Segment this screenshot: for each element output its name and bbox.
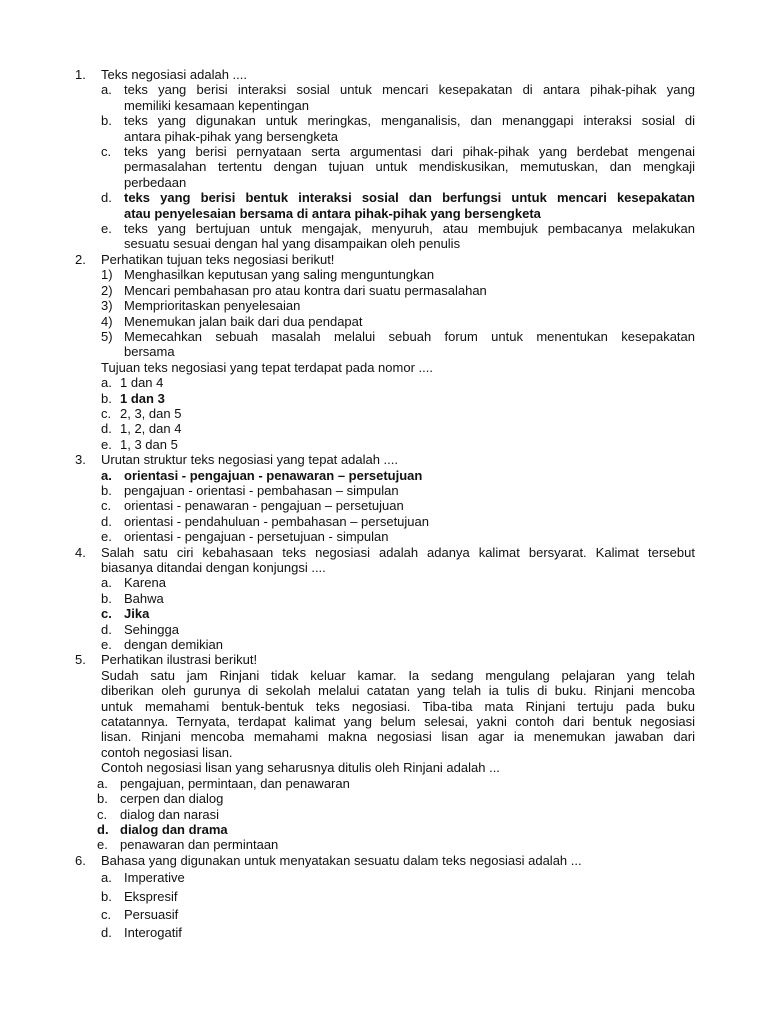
question-2	[75, 252, 695, 452]
option-label: a.	[101, 870, 112, 886]
option-b	[75, 591, 695, 606]
option-b	[75, 391, 695, 406]
question-number: 1.	[75, 67, 86, 82]
question-number: 6.	[75, 852, 86, 868]
option-text: Bahwa	[124, 590, 164, 606]
option-label: a.	[97, 775, 108, 791]
option-d	[75, 925, 695, 940]
option-c	[75, 606, 695, 621]
question-5	[75, 652, 695, 852]
option-a	[75, 870, 695, 885]
option-text: orientasi - pendahuluan - pembahasan – persetujuan	[124, 513, 429, 529]
question-number: 2.	[75, 251, 86, 267]
list-item: 1) Menghasilkan keputusan yang saling menguntungkan	[101, 267, 435, 283]
list-item: 5) Memecahkan sebuah masalah melalui sebuah forum untuk menentukan kesepakatan bersama	[101, 328, 695, 360]
option-text: teks yang berisi bentuk interaksi sosial dan berfungsi untuk mencari kesepakatan	[124, 190, 695, 206]
option-label: c.	[101, 144, 112, 160]
option-a	[75, 776, 695, 791]
option-text: Sehingga	[124, 621, 179, 637]
question-stem: 5. Perhatikan ilustrasi berikut!	[75, 652, 258, 668]
option-label: c.	[101, 405, 112, 421]
question-stem: biasanya ditandai dengan konjungsi ....	[101, 560, 326, 575]
question-1	[75, 67, 695, 252]
option-d	[75, 622, 695, 637]
option-text: Ekspresif	[124, 888, 178, 904]
option-c	[75, 498, 695, 513]
option-label: b.	[101, 113, 112, 129]
option-label: c.	[101, 906, 112, 922]
question-stem: 6. Bahasa yang digunakan untuk menyatakan sesuatu dalam teks negosiasi adalah ...	[75, 852, 582, 868]
option-text: atau penyelesaian bersama di antara pihak-pihak yang bersengketa	[124, 205, 541, 221]
option-label: b.	[101, 590, 112, 606]
option-label: d.	[97, 821, 109, 837]
option-a	[75, 575, 695, 590]
option-text: penawaran dan permintaan	[120, 837, 279, 853]
option-label: d.	[101, 513, 112, 529]
option-text: 1 dan 4	[120, 375, 164, 391]
question-4	[75, 545, 695, 653]
option-text: sesuatu sesuai dengan hal yang disampaikan oleh penulis	[124, 236, 461, 252]
option-a	[75, 82, 695, 113]
list-item: 4) Menemukan jalan baik dari dua pendapat	[101, 313, 363, 329]
option-d	[75, 421, 695, 436]
option-text: antara pihak-pihak yang bersengketa	[124, 128, 338, 144]
option-text: permasalahan tertentu dengan tujuan untuk mendiskusikan, memutuskan, dan mengkaji	[124, 159, 695, 175]
question-number: 5.	[75, 652, 86, 668]
option-text: 1, 2, dan 4	[120, 421, 182, 437]
question-6	[75, 853, 695, 941]
option-d	[75, 190, 695, 221]
option-label: d.	[101, 190, 112, 206]
question-prompt: Contoh negosiasi lisan yang seharusnya ditulis oleh Rinjani adalah ...	[101, 760, 500, 776]
option-label: c.	[97, 806, 108, 822]
question-stem: 3. Urutan struktur teks negosiasi yang tepat adalah ....	[75, 452, 399, 468]
option-e	[75, 437, 695, 452]
option-text: teks yang bertujuan untuk mengajak, menyuruh, atau membujuk pembacanya melakukan	[124, 221, 695, 237]
option-c	[75, 807, 695, 822]
option-b	[75, 483, 695, 498]
option-b	[75, 113, 695, 144]
option-text: dialog dan narasi	[120, 806, 220, 822]
option-label: b.	[101, 888, 112, 904]
option-text: memiliki kesamaan kepentingan	[124, 97, 309, 113]
option-label: a.	[101, 375, 112, 391]
option-label: d.	[101, 621, 112, 637]
option-e	[75, 837, 695, 852]
option-text: Karena	[124, 575, 166, 591]
option-text: teks yang berisi pernyataan serta argumentasi dari pihak-pihak yang berdebat mengenai	[124, 144, 695, 160]
option-c	[75, 406, 695, 421]
option-text: 1, 3 dan 5	[120, 436, 178, 452]
option-label: a.	[101, 82, 112, 98]
option-text: pengajuan - orientasi - pembahasan – simpulan	[124, 482, 399, 498]
option-d	[75, 822, 695, 837]
option-text: teks yang digunakan untuk meringkas, menganalisis, dan menanggapi interaksi sosial di	[124, 113, 695, 129]
option-text: pengajuan, permintaan, dan penawaran	[120, 775, 350, 791]
option-label: e.	[101, 436, 112, 452]
option-a	[75, 375, 695, 390]
option-text: Persuasif	[124, 906, 179, 922]
option-label: a.	[101, 467, 112, 483]
question-number: 4.	[75, 544, 86, 560]
question-number: 3.	[75, 452, 86, 468]
option-e	[75, 637, 695, 652]
option-d	[75, 514, 695, 529]
option-text: 1 dan 3	[120, 390, 165, 406]
passage: Sudah satu jam Rinjani tidak keluar kamar. Ia sedang mengulang pelajaran yang telah diberikan oleh gurunya di sekolah melalui catatan yang telah ia tulis di buku. Rinjani mencoba untuk memahami bentuk-bentuk teks negosiasi. Tiba-tiba mata Rinjani tertuju pada buku catatannya. Ternyata, terdapat kalimat yang belum selesai, yakni contoh dari bentuk negosiasi lisan. Rinjani mencoba memahami makna negosiasi lisan agar ia menemukan jawaban dari contoh negosiasi lisan.	[101, 667, 695, 760]
question-stem: 4. Salah satu ciri kebahasaan teks negosiasi adalah adanya kalimat bersyarat. Kalimat tersebut	[75, 544, 695, 560]
option-e	[75, 529, 695, 544]
option-text: 2, 3, dan 5	[120, 405, 182, 421]
option-c	[75, 907, 695, 922]
question-stem: 1. Teks negosiasi adalah ....	[75, 67, 247, 82]
option-label: d.	[101, 421, 112, 437]
option-text: orientasi - pengajuan - persetujuan - simpulan	[124, 529, 389, 545]
list-item: 2) Mencari pembahasan pro atau kontra dari suatu permasalahan	[101, 282, 487, 298]
question-3	[75, 452, 695, 544]
option-text: dengan demikian	[124, 637, 224, 653]
option-text: orientasi - pengajuan - penawaran – persetujuan	[124, 467, 423, 483]
list-item: 3) Memprioritaskan penyelesaian	[101, 298, 301, 314]
option-label: e.	[97, 837, 108, 853]
option-label: c.	[101, 606, 112, 622]
option-text: Interogatif	[124, 925, 182, 941]
option-b	[75, 889, 695, 904]
option-text: teks yang berisi interaksi sosial untuk mencari kesepakatan di antara pihak-pihak yang	[124, 82, 695, 98]
option-e	[75, 221, 695, 252]
question-prompt: Tujuan teks negosiasi yang tepat terdapat pada nomor ....	[101, 359, 433, 375]
option-a	[75, 468, 695, 483]
option-text: Imperative	[124, 870, 185, 886]
option-label: b.	[97, 791, 108, 807]
option-label: b.	[101, 390, 112, 406]
option-c	[75, 144, 695, 190]
option-b	[75, 791, 695, 806]
option-label: e.	[101, 221, 112, 237]
question-stem: 2. Perhatikan tujuan teks negosiasi berikut!	[75, 251, 335, 267]
option-label: b.	[101, 482, 112, 498]
option-text: cerpen dan dialog	[120, 791, 224, 807]
option-text: Jika	[124, 606, 150, 622]
option-label: d.	[101, 925, 112, 941]
option-label: e.	[101, 529, 112, 545]
option-text: dialog dan drama	[120, 821, 228, 837]
option-label: a.	[101, 575, 112, 591]
option-label: e.	[101, 637, 112, 653]
option-text: orientasi - penawaran - pengajuan – persetujuan	[124, 498, 404, 514]
option-text: perbedaan	[124, 174, 187, 190]
option-label: c.	[101, 498, 112, 514]
